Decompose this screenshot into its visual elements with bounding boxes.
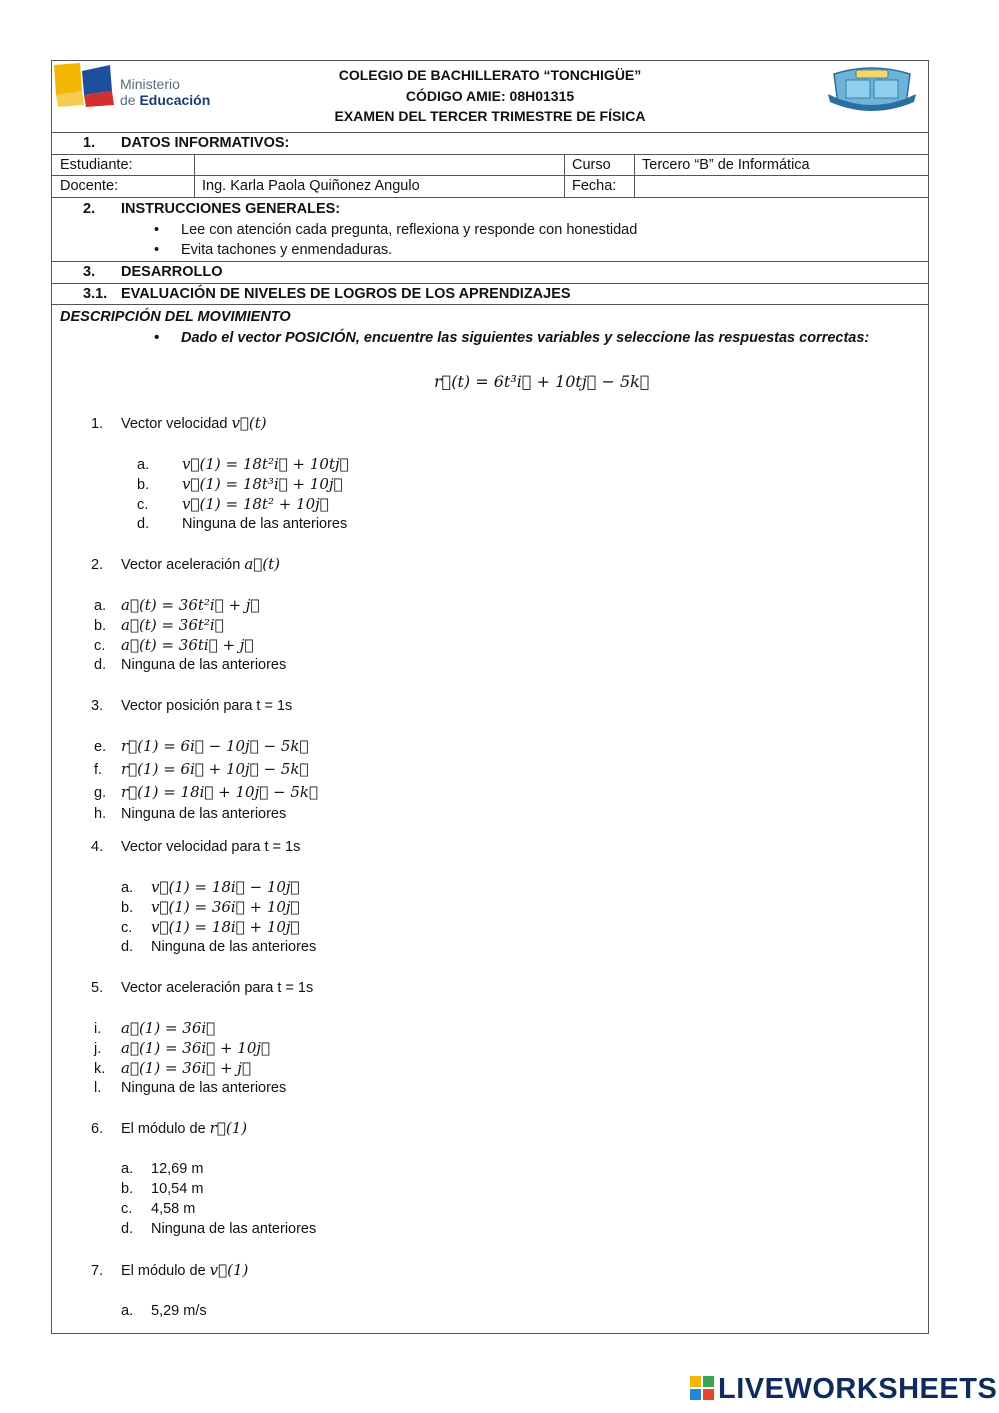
teacher-value: Ing. Karla Paola Quiñonez Angulo bbox=[202, 178, 420, 194]
option-text: v⃗(1) = 18i⃗ − 10j⃗ bbox=[151, 878, 300, 896]
option-text: a⃗(1) = 36i⃗ + 10j⃗ bbox=[121, 1039, 271, 1057]
section-1-title: DATOS INFORMATIVOS: bbox=[121, 135, 290, 151]
header-title-block bbox=[52, 65, 928, 127]
ministry-bold: Educación bbox=[139, 92, 211, 108]
question-math: v⃗(t) bbox=[231, 414, 267, 432]
question-4 bbox=[91, 836, 300, 857]
question-number: 5. bbox=[91, 980, 104, 996]
course-value: Tercero “B” de Informática bbox=[642, 157, 810, 173]
option-text: v⃗(1) = 18i⃗ + 10j⃗ bbox=[151, 918, 300, 936]
question-text: El módulo de bbox=[121, 1263, 210, 1279]
option-text: a⃗(t) = 36ti⃗ + j⃗ bbox=[121, 636, 254, 654]
option-text: v⃗(1) = 18t² + 10j⃗ bbox=[182, 495, 329, 513]
option-letter: d. bbox=[121, 1221, 134, 1237]
question-math: v⃗(1) bbox=[209, 1261, 249, 1279]
answer-option[interactable] bbox=[121, 1179, 203, 1199]
exam-title: EXAMEN DEL TERCER TRIMESTRE DE FÍSICA bbox=[334, 108, 646, 124]
question-2 bbox=[91, 554, 280, 575]
option-letter: a. bbox=[137, 457, 150, 473]
option-text: r⃗(1) = 6i⃗ + 10j⃗ − 5k⃗ bbox=[121, 760, 309, 778]
course-label: Curso bbox=[572, 157, 611, 173]
question-math: r⃗(1) bbox=[209, 1119, 248, 1137]
answer-option[interactable] bbox=[94, 1038, 270, 1059]
question-5 bbox=[91, 977, 313, 998]
option-text: r⃗(1) = 6i⃗ − 10j⃗ − 5k⃗ bbox=[121, 737, 309, 755]
date-label: Fecha: bbox=[572, 178, 617, 194]
option-text: Ninguna de las anteriores bbox=[121, 1080, 287, 1096]
answer-option[interactable] bbox=[94, 1058, 251, 1079]
section-1-num: 1. bbox=[83, 135, 96, 151]
question-number: 2. bbox=[91, 557, 104, 573]
option-text: r⃗(1) = 18i⃗ + 10j⃗ − 5k⃗ bbox=[121, 783, 318, 801]
option-text: a⃗(t) = 36t²i⃗ bbox=[121, 616, 224, 634]
option-letter: e. bbox=[94, 739, 107, 755]
answer-option[interactable] bbox=[121, 1219, 316, 1239]
section-2-title: INSTRUCCIONES GENERALES: bbox=[121, 201, 341, 217]
question-1 bbox=[91, 413, 267, 434]
ministry-name-line1: Ministerio bbox=[120, 76, 180, 92]
answer-option[interactable] bbox=[137, 474, 343, 495]
answer-option[interactable] bbox=[94, 804, 286, 824]
question-number: 7. bbox=[91, 1263, 104, 1279]
option-letter: b. bbox=[121, 900, 134, 916]
question-6 bbox=[91, 1118, 247, 1139]
student-field[interactable] bbox=[194, 155, 202, 175]
section-3-1-title: EVALUACIÓN DE NIVELES DE LOGROS DE LOS APRENDIZAJES bbox=[121, 286, 571, 302]
option-letter: d. bbox=[121, 939, 134, 955]
description-heading: DESCRIPCIÓN DEL MOVIMIENTO bbox=[60, 309, 291, 325]
section-2-num: 2. bbox=[83, 201, 96, 217]
option-text: Ninguna de las anteriores bbox=[182, 516, 348, 532]
question-text: Vector aceleración para t = 1s bbox=[121, 980, 314, 996]
date-field[interactable] bbox=[634, 176, 642, 197]
option-letter: c. bbox=[94, 638, 106, 654]
question-text: Vector velocidad bbox=[121, 416, 232, 432]
option-text: Ninguna de las anteriores bbox=[121, 806, 287, 822]
option-letter: h. bbox=[94, 806, 107, 822]
exam-sheet bbox=[51, 60, 929, 1334]
option-text: a⃗(1) = 36i⃗ bbox=[121, 1019, 216, 1037]
option-letter: b. bbox=[121, 1181, 134, 1197]
option-text: Ninguna de las anteriores bbox=[151, 1221, 317, 1237]
question-number: 3. bbox=[91, 698, 104, 714]
section-3-title: DESARROLLO bbox=[121, 264, 223, 280]
option-letter: f. bbox=[94, 762, 103, 778]
section-1-row bbox=[52, 133, 928, 155]
answer-option[interactable] bbox=[94, 595, 259, 616]
answer-option[interactable] bbox=[94, 1018, 215, 1039]
option-text: 12,69 m bbox=[151, 1161, 204, 1177]
position-equation: r⃗(t) = 6t³i⃗ + 10tj⃗ − 5k⃗ bbox=[434, 372, 650, 391]
teacher-label: Docente: bbox=[60, 178, 119, 194]
instructions-section bbox=[52, 198, 928, 262]
option-letter: g. bbox=[94, 785, 107, 801]
answer-option[interactable] bbox=[137, 454, 349, 475]
question-number: 6. bbox=[91, 1121, 104, 1137]
answer-option[interactable] bbox=[121, 1301, 207, 1321]
option-letter: k. bbox=[94, 1061, 106, 1077]
option-text: a⃗(1) = 36i⃗ + j⃗ bbox=[121, 1059, 251, 1077]
answer-option[interactable] bbox=[137, 494, 329, 515]
option-text: v⃗(1) = 36i⃗ + 10j⃗ bbox=[151, 898, 300, 916]
option-letter: c. bbox=[137, 497, 149, 513]
instruction-item: • Lee con atención cada pregunta, reflexiona y responde con honestidad bbox=[181, 220, 637, 240]
school-crest-icon bbox=[826, 64, 918, 112]
answer-option[interactable] bbox=[94, 759, 308, 780]
option-text: 10,54 m bbox=[151, 1181, 204, 1197]
section-3-num: 3. bbox=[83, 264, 96, 280]
answer-option[interactable] bbox=[94, 655, 286, 675]
section-3-row bbox=[52, 262, 928, 284]
option-letter: d. bbox=[137, 516, 150, 532]
answer-option[interactable] bbox=[94, 635, 253, 656]
option-text: 4,58 m bbox=[151, 1201, 196, 1217]
question-3 bbox=[91, 695, 292, 716]
question-text: Vector aceleración bbox=[121, 557, 245, 573]
option-text: Ninguna de las anteriores bbox=[121, 657, 287, 673]
option-letter: d. bbox=[94, 657, 107, 673]
school-name: COLEGIO DE BACHILLERATO “TONCHIGÜE” bbox=[338, 67, 642, 83]
section-3-1-num: 3.1. bbox=[83, 286, 108, 302]
instruction-item: • Evita tachones y enmendaduras. bbox=[181, 240, 392, 260]
answer-option[interactable] bbox=[121, 1159, 203, 1179]
question-number: 4. bbox=[91, 839, 104, 855]
answer-option[interactable] bbox=[137, 514, 347, 534]
answer-option[interactable] bbox=[121, 877, 300, 898]
answer-option[interactable] bbox=[121, 1199, 195, 1219]
ministry-prefix: de bbox=[120, 92, 140, 108]
student-row bbox=[52, 155, 928, 176]
option-letter: a. bbox=[121, 1161, 134, 1177]
option-text: 5,29 m/s bbox=[151, 1303, 207, 1319]
answer-option[interactable] bbox=[94, 615, 224, 636]
question-math: a⃗(t) bbox=[244, 555, 281, 573]
answer-option[interactable] bbox=[94, 782, 318, 803]
question-prompt: • Dado el vector POSICIÓN, encuentre las siguientes variables y seleccione las respuestas correctas: bbox=[181, 328, 869, 348]
option-text: Ninguna de las anteriores bbox=[151, 939, 317, 955]
option-letter: b. bbox=[137, 477, 150, 493]
question-text: Vector posición para t = 1s bbox=[121, 698, 293, 714]
option-letter: a. bbox=[94, 598, 107, 614]
answer-option[interactable] bbox=[121, 897, 300, 918]
question-text: Vector velocidad para t = 1s bbox=[121, 839, 301, 855]
option-text: a⃗(t) = 36t²i⃗ + j⃗ bbox=[121, 596, 260, 614]
option-letter: i. bbox=[94, 1021, 102, 1037]
option-letter: l. bbox=[94, 1080, 102, 1096]
answer-option[interactable] bbox=[94, 1078, 286, 1098]
section-3-1-row bbox=[52, 284, 928, 305]
option-letter: c. bbox=[121, 920, 133, 936]
liveworksheets-logo-icon bbox=[690, 1376, 714, 1400]
liveworksheets-brand: LIVEWORKSHEETS bbox=[718, 1373, 998, 1405]
answer-option[interactable] bbox=[121, 917, 300, 938]
option-text: v⃗(1) = 18t²i⃗ + 10tj⃗ bbox=[182, 455, 349, 473]
question-text: El módulo de bbox=[121, 1121, 210, 1137]
option-letter: a. bbox=[121, 1303, 134, 1319]
option-letter: c. bbox=[121, 1201, 133, 1217]
answer-option[interactable] bbox=[121, 937, 316, 957]
amie-code: CÓDIGO AMIE: 08H01315 bbox=[405, 87, 575, 104]
question-number: 1. bbox=[91, 416, 104, 432]
option-text: v⃗(1) = 18t³i⃗ + 10j⃗ bbox=[182, 475, 343, 493]
option-letter: b. bbox=[94, 618, 107, 634]
question-7 bbox=[91, 1260, 248, 1281]
option-letter: a. bbox=[121, 880, 134, 896]
answer-option[interactable] bbox=[94, 736, 308, 757]
option-letter: j. bbox=[94, 1041, 102, 1057]
student-label: Estudiante: bbox=[60, 157, 133, 173]
exam-header bbox=[52, 61, 928, 133]
teacher-row bbox=[52, 176, 928, 198]
